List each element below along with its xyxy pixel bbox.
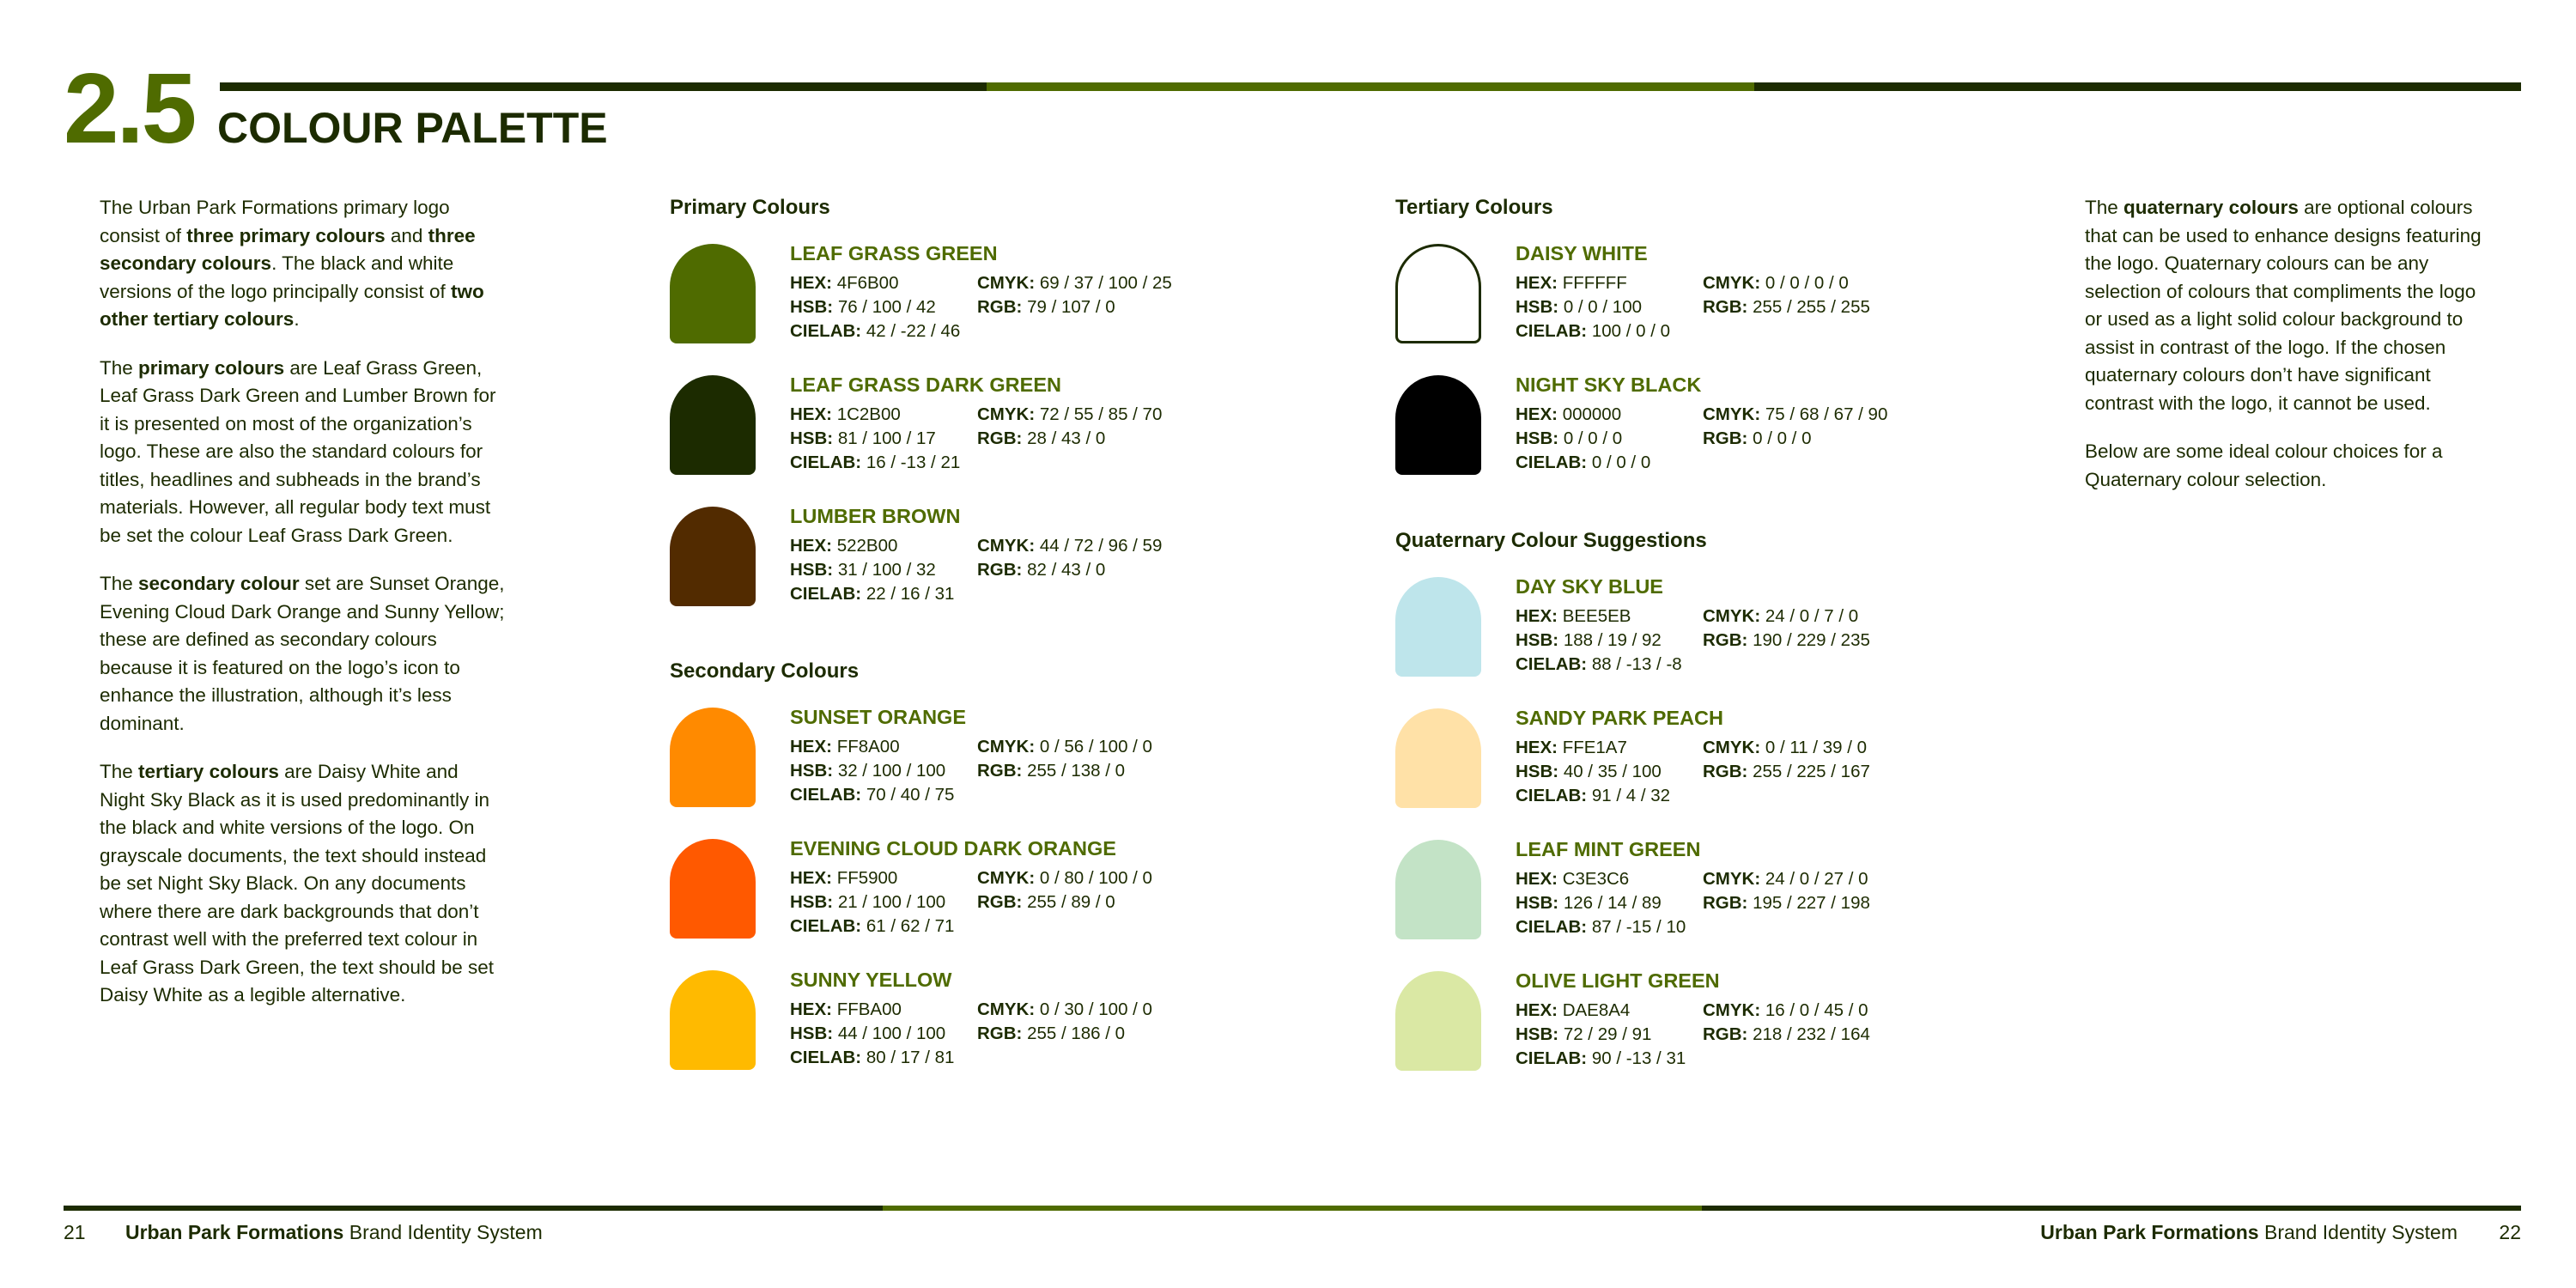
colour-specs xyxy=(790,735,1305,807)
spec-label: RGB: xyxy=(1703,762,1748,781)
text-run: The xyxy=(100,573,139,594)
rgb-value: 255 / 138 / 0 xyxy=(1027,761,1126,781)
cielab-value: 88 / -13 / -8 xyxy=(1591,654,1682,674)
rule-segment xyxy=(220,82,987,91)
cmyk-value: 44 / 72 / 96 / 59 xyxy=(1039,536,1163,556)
header-rule xyxy=(220,82,2521,91)
hsb-spec xyxy=(790,558,977,582)
rgb-spec xyxy=(1703,891,1986,915)
hex-spec xyxy=(1516,999,1703,1023)
rule-segment xyxy=(987,82,1753,91)
quaternary-paragraph-2: Below are some ideal colour choices for a Quaternary colour selection. xyxy=(2085,440,2443,490)
colour-info xyxy=(1516,705,2031,836)
rule-segment xyxy=(883,1206,1702,1211)
text-run: set are Sunset Orange, Evening Cloud Dark Orange and Sunny Yellow; these are defined as secondary colours because it is featured on the logo’s icon to enhance the illustration, although it’s less dominant. xyxy=(100,573,505,734)
colour-specs xyxy=(1516,867,2031,939)
cielab-spec xyxy=(1516,653,1703,677)
primary-colours-group xyxy=(670,192,1305,635)
colour-name: SUNNY YELLOW xyxy=(790,969,952,991)
emphasis: three secondary colours xyxy=(100,224,476,274)
spec-label: HEX: xyxy=(790,273,832,293)
cmyk-value: 0 / 80 / 100 / 0 xyxy=(1039,868,1152,888)
colour-swatch xyxy=(1395,971,1481,1071)
spec-label: CIELAB: xyxy=(790,785,862,805)
emphasis: secondary colour xyxy=(138,573,300,594)
cielab-spec xyxy=(1516,451,1703,475)
page-number: 21 xyxy=(64,1221,86,1243)
colour-swatch xyxy=(670,507,756,606)
intro-paragraph-4 xyxy=(100,758,508,1010)
colour-swatch xyxy=(1395,708,1481,808)
colour-specs xyxy=(790,866,1305,939)
colour-info xyxy=(1516,240,2031,372)
spec-label: RGB: xyxy=(977,428,1023,448)
cmyk-value: 16 / 0 / 45 / 0 xyxy=(1765,1000,1868,1020)
colour-info xyxy=(790,967,1305,1098)
cmyk-value: 0 / 11 / 39 / 0 xyxy=(1765,738,1868,757)
hsb-value: 126 / 14 / 89 xyxy=(1563,893,1662,913)
text-run: The xyxy=(100,356,139,379)
intro-paragraph-1 xyxy=(100,194,508,334)
colour-entry xyxy=(1395,968,2031,1099)
hex-spec xyxy=(790,998,977,1022)
spec-label: CIELAB: xyxy=(1516,654,1588,674)
cielab-value: 90 / -13 / 31 xyxy=(1591,1048,1686,1068)
rgb-spec xyxy=(1703,629,1986,653)
cmyk-value: 24 / 0 / 27 / 0 xyxy=(1765,869,1868,889)
hex-spec xyxy=(790,271,977,295)
hsb-value: 32 / 100 / 100 xyxy=(837,761,946,781)
hsb-spec xyxy=(1516,427,1703,451)
hsb-value: 76 / 100 / 42 xyxy=(837,297,936,317)
page-number: 22 xyxy=(2499,1221,2521,1243)
spec-label: CIELAB: xyxy=(790,321,862,341)
text-run: The xyxy=(2085,197,2124,218)
cielab-value: 80 / 17 / 81 xyxy=(866,1048,955,1067)
cielab-spec xyxy=(790,582,977,606)
cmyk-spec xyxy=(1703,403,1986,427)
spec-label: CIELAB: xyxy=(1516,1048,1588,1068)
hex-spec xyxy=(1516,736,1703,760)
hex-value: C3E3C6 xyxy=(1562,869,1630,889)
rgb-spec xyxy=(1703,1023,1986,1047)
cielab-spec xyxy=(790,783,977,807)
colour-name: SANDY PARK PEACH xyxy=(1516,707,1723,729)
footer-left xyxy=(64,1219,543,1245)
hex-spec xyxy=(790,403,977,427)
spec-label: HEX: xyxy=(790,737,832,756)
spec-label: CMYK: xyxy=(1703,404,1761,424)
text-run: The xyxy=(100,761,139,782)
rgb-spec xyxy=(1703,427,1986,451)
cielab-value: 22 / 16 / 31 xyxy=(866,584,955,604)
group-title: Primary Colours xyxy=(670,196,830,219)
hsb-spec xyxy=(1516,891,1703,915)
spec-label: HSB: xyxy=(1516,1024,1559,1044)
colour-info xyxy=(1516,574,2031,705)
spec-label: RGB: xyxy=(1703,1024,1748,1044)
colour-swatch xyxy=(670,708,756,807)
hsb-spec xyxy=(790,890,977,914)
spec-label: HEX: xyxy=(1516,404,1558,424)
spec-label: CMYK: xyxy=(1703,1000,1761,1020)
rgb-spec xyxy=(977,890,1261,914)
quaternary-colours-group xyxy=(1395,526,2031,1099)
cmyk-spec xyxy=(977,534,1261,558)
colour-entry xyxy=(670,372,1305,503)
group-title: Tertiary Colours xyxy=(1395,196,1553,219)
quaternary-note xyxy=(2085,194,2494,514)
cielab-spec xyxy=(1516,784,1703,808)
colour-name: LUMBER BROWN xyxy=(790,505,961,527)
spec-label: RGB: xyxy=(977,1024,1023,1043)
intro-paragraph-3 xyxy=(100,570,508,738)
spec-label: HEX: xyxy=(790,404,832,424)
hex-value: 4F6B00 xyxy=(836,273,899,293)
spec-label: CIELAB: xyxy=(790,453,862,472)
cmyk-spec xyxy=(977,866,1261,890)
colour-specs xyxy=(1516,403,2031,475)
colour-swatch xyxy=(670,244,756,343)
colour-name: DAISY WHITE xyxy=(1516,242,1648,264)
colour-specs xyxy=(1516,605,2031,677)
spec-label: RGB: xyxy=(1703,428,1748,448)
colour-name: OLIVE LIGHT GREEN xyxy=(1516,969,1720,992)
spec-label: HEX: xyxy=(790,999,832,1019)
hsb-value: 0 / 0 / 0 xyxy=(1563,428,1623,448)
cmyk-spec xyxy=(977,271,1261,295)
colour-specs xyxy=(790,998,1305,1070)
cmyk-spec xyxy=(1703,736,1986,760)
rgb-value: 82 / 43 / 0 xyxy=(1027,560,1106,580)
hsb-value: 72 / 29 / 91 xyxy=(1563,1024,1652,1044)
colour-specs xyxy=(790,534,1305,606)
intro-text xyxy=(100,194,508,1030)
colour-specs xyxy=(790,403,1305,475)
cielab-value: 42 / -22 / 46 xyxy=(866,321,961,341)
rgb-spec xyxy=(1703,760,1986,784)
emphasis: tertiary colours xyxy=(138,761,279,782)
cielab-value: 87 / -15 / 10 xyxy=(1591,917,1686,937)
hsb-spec xyxy=(1516,295,1703,319)
spec-label: CIELAB: xyxy=(1516,453,1588,472)
footer-right xyxy=(2040,1219,2521,1245)
hex-value: FFBA00 xyxy=(836,999,902,1019)
cielab-value: 91 / 4 / 32 xyxy=(1591,786,1671,805)
colour-entry xyxy=(670,835,1305,967)
cielab-value: 70 / 40 / 75 xyxy=(866,785,955,805)
rgb-value: 0 / 0 / 0 xyxy=(1753,428,1812,448)
spec-label: CIELAB: xyxy=(1516,786,1588,805)
rgb-value: 195 / 227 / 198 xyxy=(1753,893,1870,913)
spec-label: CIELAB: xyxy=(790,584,862,604)
spec-label: RGB: xyxy=(977,560,1023,580)
spec-label: CMYK: xyxy=(977,868,1036,888)
colour-entry xyxy=(1395,574,2031,705)
hsb-spec xyxy=(790,759,977,783)
hsb-spec xyxy=(790,427,977,451)
spec-label: HEX: xyxy=(790,868,832,888)
hex-value: 522B00 xyxy=(836,536,898,556)
colour-swatch xyxy=(1395,840,1481,939)
colour-entry xyxy=(1395,705,2031,836)
hex-value: FFE1A7 xyxy=(1562,738,1627,757)
colour-name: LEAF MINT GREEN xyxy=(1516,838,1701,860)
rule-segment xyxy=(1702,1206,2521,1211)
spec-label: HSB: xyxy=(790,297,834,317)
colour-name: LEAF GRASS DARK GREEN xyxy=(790,374,1061,396)
spec-label: HSB: xyxy=(1516,762,1559,781)
cmyk-value: 24 / 0 / 7 / 0 xyxy=(1765,606,1859,626)
emphasis: primary colours xyxy=(138,356,285,379)
colour-name: SUNSET ORANGE xyxy=(790,706,966,728)
cielab-value: 100 / 0 / 0 xyxy=(1591,321,1671,341)
cielab-spec xyxy=(1516,915,1703,939)
page-title: COLOUR PALETTE xyxy=(217,104,608,152)
rgb-spec xyxy=(977,427,1261,451)
colour-swatch xyxy=(670,839,756,939)
hsb-spec xyxy=(1516,760,1703,784)
spec-label: CMYK: xyxy=(977,999,1036,1019)
text-run: are optional colours that can be used to enhance designs featuring the logo. Quaternary colours can be any selection of colours that compliments the logo or used as a light solid colour background to assist in contrast of the logo. If the chosen quaternary colours don’t have significant contrast with the logo, it cannot be used. xyxy=(2085,197,2482,414)
spec-label: HEX: xyxy=(1516,273,1558,293)
rgb-spec xyxy=(977,558,1261,582)
colour-name: LEAF GRASS GREEN xyxy=(790,242,998,264)
spec-label: CIELAB: xyxy=(790,1048,862,1067)
hsb-value: 0 / 0 / 100 xyxy=(1563,297,1642,317)
hsb-value: 44 / 100 / 100 xyxy=(837,1024,946,1043)
colour-entry xyxy=(1395,240,2031,372)
hex-spec xyxy=(1516,605,1703,629)
hex-spec xyxy=(790,735,977,759)
colour-entry xyxy=(670,240,1305,372)
emphasis: two other tertiary colours xyxy=(100,280,484,330)
spec-label: CMYK: xyxy=(1703,738,1761,757)
cmyk-spec xyxy=(977,735,1261,759)
hsb-value: 188 / 19 / 92 xyxy=(1563,630,1662,650)
cmyk-value: 0 / 30 / 100 / 0 xyxy=(1039,999,1152,1019)
hex-value: FFFFFF xyxy=(1562,273,1627,293)
cmyk-spec xyxy=(1703,867,1986,891)
spec-label: HSB: xyxy=(1516,297,1559,317)
spec-label: RGB: xyxy=(977,892,1023,912)
spec-label: HSB: xyxy=(790,892,834,912)
spec-label: CMYK: xyxy=(977,536,1036,556)
footer-rule xyxy=(64,1206,2521,1211)
text-run: are Leaf Grass Green, Leaf Grass Dark Green and Lumber Brown for it is presented on most of the organization’s logo. These are also the standard colours for titles, headlines and subheads in the brand’s materials. However, all regular body text must be set the colour Leaf Grass Dark Green. xyxy=(100,356,496,546)
text-run: . xyxy=(294,308,300,330)
rgb-value: 218 / 232 / 164 xyxy=(1753,1024,1870,1044)
group-title: Secondary Colours xyxy=(670,659,860,683)
cielab-spec xyxy=(790,451,977,475)
tertiary-colours-group xyxy=(1395,192,2031,503)
cielab-spec xyxy=(1516,319,1703,343)
rule-segment xyxy=(64,1206,883,1211)
hex-value: BEE5EB xyxy=(1562,606,1631,626)
spec-label: CMYK: xyxy=(1703,273,1761,293)
spec-label: CMYK: xyxy=(1703,869,1761,889)
spec-label: CMYK: xyxy=(977,404,1036,424)
cmyk-spec xyxy=(1703,999,1986,1023)
secondary-colours-group xyxy=(670,656,1305,1098)
hex-spec xyxy=(1516,271,1703,295)
colour-entry xyxy=(670,967,1305,1098)
cmyk-value: 69 / 37 / 100 / 25 xyxy=(1039,273,1172,293)
hsb-spec xyxy=(1516,629,1703,653)
colour-entry xyxy=(1395,372,2031,503)
emphasis: quaternary colours xyxy=(2123,197,2299,218)
text-run: . The black and white versions of the logo principally consist of xyxy=(100,252,454,302)
colour-entry xyxy=(670,503,1305,635)
hsb-value: 40 / 35 / 100 xyxy=(1563,762,1662,781)
footer-doc-title: Brand Identity System xyxy=(2258,1221,2458,1243)
rule-segment xyxy=(1754,82,2521,91)
colour-entry xyxy=(1395,836,2031,968)
rgb-spec xyxy=(977,295,1261,319)
group-title: Quaternary Colour Suggestions xyxy=(1395,529,1707,552)
spec-label: RGB: xyxy=(977,297,1023,317)
colour-swatch xyxy=(1395,244,1481,343)
spec-label: HSB: xyxy=(790,761,834,781)
colour-info xyxy=(1516,372,2031,503)
rgb-value: 79 / 107 / 0 xyxy=(1027,297,1115,317)
colour-name: EVENING CLOUD DARK ORANGE xyxy=(790,837,1116,860)
cielab-value: 61 / 62 / 71 xyxy=(866,916,955,936)
colour-specs xyxy=(1516,271,2031,343)
rgb-value: 255 / 186 / 0 xyxy=(1027,1024,1126,1043)
colour-swatch xyxy=(1395,375,1481,475)
colour-info xyxy=(1516,968,2031,1099)
hex-value: 1C2B00 xyxy=(836,404,901,424)
colour-info xyxy=(790,240,1305,372)
section-number: 2.5 xyxy=(64,52,195,164)
colour-specs xyxy=(790,271,1305,343)
spec-label: RGB: xyxy=(977,761,1023,781)
hsb-value: 21 / 100 / 100 xyxy=(837,892,946,912)
cielab-value: 0 / 0 / 0 xyxy=(1591,453,1651,472)
spec-label: HSB: xyxy=(1516,893,1559,913)
spec-label: HEX: xyxy=(1516,1000,1558,1020)
hex-spec xyxy=(1516,403,1703,427)
spec-label: RGB: xyxy=(1703,297,1748,317)
hex-value: FF5900 xyxy=(836,868,898,888)
colour-name: NIGHT SKY BLACK xyxy=(1516,374,1702,396)
colour-info xyxy=(790,503,1305,635)
colour-specs xyxy=(1516,999,2031,1071)
colour-info xyxy=(790,372,1305,503)
cielab-spec xyxy=(790,1046,977,1070)
footer-brand: Urban Park Formations xyxy=(125,1221,344,1243)
rgb-value: 28 / 43 / 0 xyxy=(1027,428,1106,448)
cmyk-spec xyxy=(1703,605,1986,629)
spec-label: HEX: xyxy=(790,536,832,556)
hex-value: DAE8A4 xyxy=(1562,1000,1631,1020)
colour-info xyxy=(1516,836,2031,968)
spec-label: HSB: xyxy=(1516,428,1559,448)
rgb-value: 255 / 89 / 0 xyxy=(1027,892,1115,912)
hex-value: 000000 xyxy=(1562,404,1622,424)
footer-doc-title: Brand Identity System xyxy=(343,1221,543,1243)
hsb-spec xyxy=(1516,1023,1703,1047)
spec-label: HEX: xyxy=(1516,738,1558,757)
hex-spec xyxy=(790,866,977,890)
spec-label: RGB: xyxy=(1703,893,1748,913)
rgb-value: 255 / 225 / 167 xyxy=(1753,762,1870,781)
hex-value: FF8A00 xyxy=(836,737,900,756)
colour-specs xyxy=(1516,736,2031,808)
spec-label: CIELAB: xyxy=(1516,917,1588,937)
text-run: The Urban Park Formations primary logo consist of xyxy=(100,197,450,246)
cmyk-value: 72 / 55 / 85 / 70 xyxy=(1039,404,1163,424)
hex-spec xyxy=(1516,867,1703,891)
hsb-value: 81 / 100 / 17 xyxy=(837,428,936,448)
spec-label: HSB: xyxy=(1516,630,1559,650)
cmyk-value: 75 / 68 / 67 / 90 xyxy=(1765,404,1888,424)
spec-label: HSB: xyxy=(790,1024,834,1043)
spec-label: HSB: xyxy=(790,560,834,580)
hsb-spec xyxy=(790,1022,977,1046)
colour-info xyxy=(790,835,1305,967)
colour-name: DAY SKY BLUE xyxy=(1516,575,1663,598)
intro-paragraph-2 xyxy=(100,355,508,550)
spec-label: RGB: xyxy=(1703,630,1748,650)
colour-info xyxy=(790,704,1305,835)
hsb-spec xyxy=(790,295,977,319)
spec-label: HSB: xyxy=(790,428,834,448)
cmyk-value: 0 / 56 / 100 / 0 xyxy=(1039,737,1152,756)
emphasis: three primary colours xyxy=(186,224,386,246)
text-run: are Daisy White and Night Sky Black as it is used predominantly in the black and white versions of the logo. On grayscale documents, the text should instead be set Night Sky Black. On any documents where there are dark backgrounds that don’t contrast well with the preferred text colour in Leaf Grass Dark Green, the text should be set Daisy White as a legible alternative. xyxy=(100,761,494,1005)
text-run: and xyxy=(385,224,428,246)
cielab-spec xyxy=(790,319,977,343)
colour-swatch xyxy=(670,970,756,1070)
colour-entry xyxy=(670,704,1305,835)
cmyk-spec xyxy=(977,998,1261,1022)
cielab-value: 16 / -13 / 21 xyxy=(866,453,961,472)
footer-brand: Urban Park Formations xyxy=(2040,1221,2259,1243)
hex-spec xyxy=(790,534,977,558)
cielab-spec xyxy=(1516,1047,1703,1071)
spec-label: HEX: xyxy=(1516,606,1558,626)
colour-swatch xyxy=(1395,577,1481,677)
cmyk-spec xyxy=(1703,271,1986,295)
quaternary-paragraph-1 xyxy=(2085,194,2494,417)
spec-label: CIELAB: xyxy=(790,916,862,936)
rgb-value: 255 / 255 / 255 xyxy=(1753,297,1870,317)
cmyk-value: 0 / 0 / 0 / 0 xyxy=(1765,273,1849,293)
colour-swatch xyxy=(670,375,756,475)
spec-label: CMYK: xyxy=(1703,606,1761,626)
spec-label: HEX: xyxy=(1516,869,1558,889)
rgb-value: 190 / 229 / 235 xyxy=(1753,630,1870,650)
hsb-value: 31 / 100 / 32 xyxy=(837,560,936,580)
spec-label: CMYK: xyxy=(977,273,1036,293)
spec-label: CMYK: xyxy=(977,737,1036,756)
cmyk-spec xyxy=(977,403,1261,427)
rgb-spec xyxy=(977,1022,1261,1046)
cielab-spec xyxy=(790,914,977,939)
spec-label: CIELAB: xyxy=(1516,321,1588,341)
rgb-spec xyxy=(977,759,1261,783)
rgb-spec xyxy=(1703,295,1986,319)
